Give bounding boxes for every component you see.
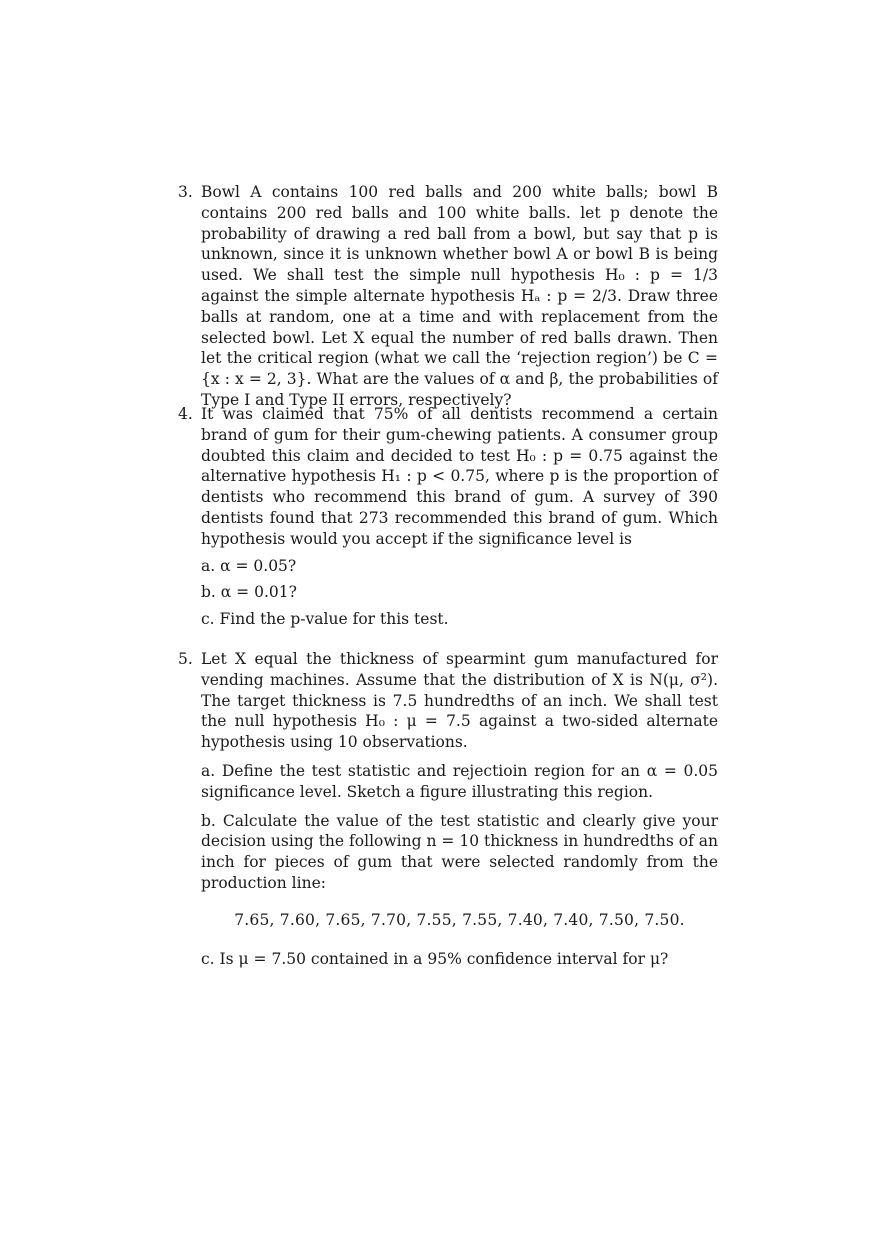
problem-part-c: c. Is μ = 7.50 contained in a 95% confidence interval for μ?	[201, 949, 669, 968]
problem-3	[178, 182, 718, 411]
problem-text: Bowl A contains 100 red balls and 200 white balls; bowl B contains 200 red balls and 100 white balls. let p denote the probability of drawing a red ball from a bowl, but say that p is unknown, since it is unknown whether bowl A or bowl B is being used. We shall test the simple null hypothesis H₀ : p = 1/3 against the simple alternate hypothesis Hₐ : p = 2/3. Draw three balls at random, one at a time and with replacement from the selected bowl. Let X equal the number of red balls drawn. Then let the critical region (what we call the ‘rejection region’) be C = {x : x = 2, 3}. What are the values of α and β, the probabilities of Type I and Type II errors, respectively?	[201, 183, 718, 409]
problem-part-a: a. Define the test statistic and rejectioin region for an α = 0.05 significance level. Sketch a figure illustrating this region.	[201, 761, 718, 801]
problem-number: 5.	[178, 650, 193, 668]
problem-4	[178, 404, 718, 630]
problem-text: Let X equal the thickness of spearmint gum manufactured for vending machines. Assume that the distribution of X is N(μ, σ²). The target thickness is 7.5 hundredths of an inch. We shall test the null hypothesis H₀ : μ = 7.5 against a two-sided alternate hypothesis using 10 observations.	[201, 650, 718, 752]
problem-number: 4.	[178, 405, 193, 423]
problem-number: 3.	[178, 183, 193, 201]
problem-part-b: b. α = 0.01?	[201, 583, 297, 602]
problem-part-a: a. α = 0.05?	[201, 556, 297, 575]
data-values: 7.65, 7.60, 7.65, 7.70, 7.55, 7.55, 7.40, 7.40, 7.50, 7.50.	[234, 910, 685, 929]
problem-part-b: b. Calculate the value of the test statistic and clearly give your decision using the following n = 10 thickness in hundredths of an inch for pieces of gum that were selected randomly from the production line:	[201, 811, 718, 892]
problem-part-c: c. Find the p-value for this test.	[201, 610, 449, 629]
problem-text: It was claimed that 75% of all dentists recommend a certain brand of gum for their gum-chewing patients. A consumer group doubted this claim and decided to test H₀ : p = 0.75 against the alternative hypothesis H₁ : p < 0.75, where p is the proportion of dentists who recommend this brand of gum. A survey of 390 dentists found that 273 recommended this brand of gum. Which hypothesis would you accept if the significance level is	[201, 405, 718, 548]
problem-5	[178, 649, 718, 969]
